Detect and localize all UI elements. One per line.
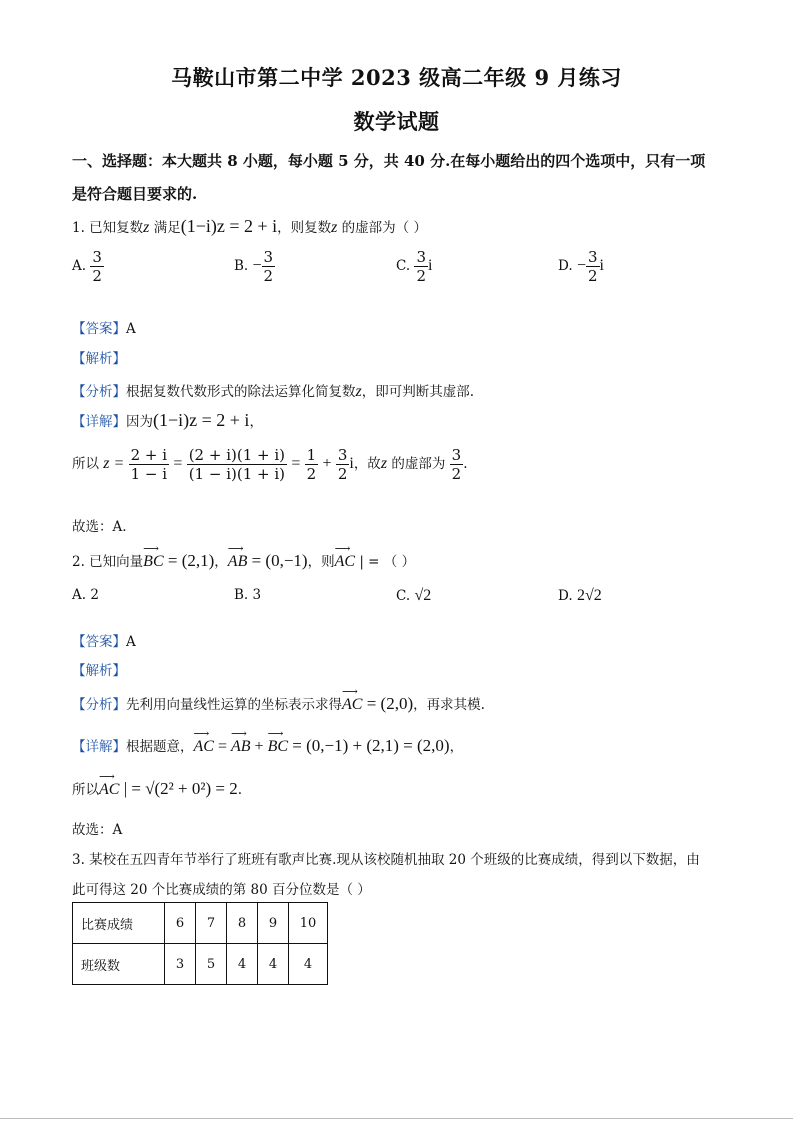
option-value: 3 xyxy=(252,587,262,603)
q2-option-d xyxy=(558,587,602,605)
numerator: 3 xyxy=(451,446,462,464)
table-cell: 3 xyxy=(165,944,196,985)
q2-answer xyxy=(72,630,136,650)
fraction xyxy=(129,446,169,483)
q2-analysis-label xyxy=(72,659,126,679)
fenxi-label: 【分析】 xyxy=(72,697,126,713)
var-z: z xyxy=(355,383,362,400)
fraction xyxy=(262,248,276,285)
q2-text-a: 2. 已知向量 xyxy=(72,554,144,570)
q1-choice: 故选：A. xyxy=(72,519,127,535)
q1-option-b xyxy=(234,248,275,285)
table-row xyxy=(73,903,328,944)
vector-bc: ⟶ BC xyxy=(268,738,288,756)
table-header-score: 比赛成绩 xyxy=(73,903,165,944)
q1-equation: (1−i)z = 2 + i xyxy=(180,216,278,236)
page-title: 马鞍山市第二中学 2023 级高二年级 9 月练习 xyxy=(171,65,622,90)
denominator: 2 xyxy=(416,267,426,285)
vector-ac: ⟶ AC xyxy=(194,738,214,756)
fraction xyxy=(90,248,104,285)
vector-ab: ⟶ AB xyxy=(231,738,251,756)
detail-equation: (1−i)z = 2 + i xyxy=(153,410,250,430)
numerator: 2 + i xyxy=(130,446,168,464)
denominator: 2 xyxy=(337,465,348,483)
option-label: D. xyxy=(558,588,573,604)
detail-equation: = (0,−1) + (2,1) = (2,0) xyxy=(288,736,450,755)
fenxi-eq: = (2,0) xyxy=(362,694,414,713)
option-label: B. xyxy=(234,587,249,603)
question-3-line1: 3. 某校在五四青年节举行了班班有歌声比赛.现从该校随机抽取 20 个班级的比赛成绩，得到以下数据，由 xyxy=(72,852,700,868)
table-cell: 8 xyxy=(227,903,258,944)
fraction xyxy=(586,248,600,285)
vector-ac: ⟶ AC xyxy=(335,553,355,571)
fraction xyxy=(187,446,287,483)
answer-value: A xyxy=(126,321,136,337)
so-text: 所以 xyxy=(72,782,99,798)
imag-unit: i xyxy=(599,257,604,274)
table-cell: 4 xyxy=(289,944,328,985)
q1-analysis-label xyxy=(72,347,126,367)
sign: − xyxy=(252,257,262,274)
equals: = xyxy=(291,455,301,472)
q1-text-c: ，则复数 xyxy=(277,220,332,236)
fraction xyxy=(450,446,464,483)
analysis-label: 【解析】 xyxy=(72,351,126,367)
q2-detail: 【详解】根据题意，⟶ AC = ⟶ AB + ⟶ BC = (0,−1) + (2,1) = (2,0)， xyxy=(72,735,463,756)
equals: = xyxy=(173,455,183,472)
question-1-stem xyxy=(72,216,427,237)
option-label: A. xyxy=(72,587,87,603)
period: . xyxy=(463,456,468,472)
numerator: 1 xyxy=(306,446,317,464)
eq-bc: = (2,1) xyxy=(163,551,215,570)
fenxi-tail: ，再求其模. xyxy=(413,697,485,713)
option-value: 2 xyxy=(90,587,99,603)
fraction xyxy=(305,446,319,483)
sign: − xyxy=(576,257,586,274)
table-cell: 9 xyxy=(258,903,289,944)
section-heading-line1: 一、选择题：本大题共 8 小题，每小题 5 分，共 40 分.在每小题给出的四个选项中，只有一项 xyxy=(72,152,706,170)
answer-label: 【答案】 xyxy=(72,634,126,650)
numerator: 3 xyxy=(92,248,102,266)
table-cell: 10 xyxy=(289,903,328,944)
numerator: 3 xyxy=(263,248,274,266)
detail-comma: ， xyxy=(249,414,263,430)
table-cell: 4 xyxy=(258,944,289,985)
period: . xyxy=(237,782,243,798)
denominator: 2 xyxy=(92,267,102,285)
detail-label: 【详解】 xyxy=(72,414,126,430)
option-label: B. xyxy=(234,258,249,274)
detail-text: 因为 xyxy=(126,414,153,430)
denominator: 2 xyxy=(263,267,274,285)
plus: + xyxy=(322,455,332,472)
fraction xyxy=(336,446,350,483)
result-equation: | = √(2² + 0²) = 2 xyxy=(119,779,238,798)
table-header-count: 班级数 xyxy=(73,944,165,985)
q2-option-a xyxy=(72,587,99,603)
fraction xyxy=(414,248,428,285)
q2-option-c xyxy=(396,587,431,605)
table-cell: 5 xyxy=(196,944,227,985)
so-text: 所以 xyxy=(72,456,99,472)
analysis-label: 【解析】 xyxy=(72,663,126,679)
q2-choice: 故选：A xyxy=(72,822,123,838)
fenxi-text: 先利用向量线性运算的坐标表示求得 xyxy=(126,697,342,713)
var-z: z xyxy=(380,455,388,472)
answer-value: A xyxy=(126,634,136,650)
q1-detail xyxy=(72,410,263,431)
section-heading-line2: 是符合题目要求的. xyxy=(72,185,198,203)
q1-option-d xyxy=(558,248,604,285)
q1-text-d: 的虚部为（ ） xyxy=(337,220,427,236)
numerator: 3 xyxy=(416,248,426,266)
score-table xyxy=(72,902,328,985)
option-label: D. xyxy=(558,258,573,274)
so-text-c: 的虚部为 xyxy=(387,456,446,472)
q1-solution xyxy=(72,446,467,483)
numerator: (2 + i)(1 + i) xyxy=(188,446,286,464)
q1-answer xyxy=(72,317,136,337)
detail-text: 根据题意， xyxy=(126,739,194,755)
q2-then: ，则 xyxy=(307,554,335,570)
q2-option-b xyxy=(234,587,261,603)
vector-ac: ⟶ AC xyxy=(342,696,362,714)
q1-text-b: 满足 xyxy=(149,220,181,236)
q1-var: z xyxy=(143,219,150,236)
imag-unit: i xyxy=(349,455,354,472)
denominator: (1 − i)(1 + i) xyxy=(188,465,286,483)
eq-ab: = (0,−1) xyxy=(247,551,308,570)
numerator: 3 xyxy=(337,446,348,464)
q2-fenxi xyxy=(72,693,485,714)
question-2-stem xyxy=(72,550,415,571)
option-value: √2 xyxy=(414,587,432,604)
vector-ac: ⟶ AC xyxy=(99,781,119,799)
numerator: 3 xyxy=(587,248,598,266)
fenxi-text: 根据复数代数形式的除法运算化简复数 xyxy=(126,384,356,400)
table-cell: 6 xyxy=(165,903,196,944)
option-label: C. xyxy=(396,258,411,274)
so-text-b: ，故 xyxy=(353,456,381,472)
detail-label: 【详解】 xyxy=(72,739,126,755)
page-subtitle: 数学试题 xyxy=(353,109,440,134)
q1-option-c xyxy=(396,248,432,285)
page-bottom-divider xyxy=(0,1118,793,1119)
q1-fenxi xyxy=(72,380,474,401)
vector-ab: ⟶ AB xyxy=(228,553,248,571)
comma: ， xyxy=(214,554,228,570)
q1-text-a: 1. 已知复数 xyxy=(72,220,144,236)
answer-label: 【答案】 xyxy=(72,321,126,337)
denominator: 2 xyxy=(306,465,317,483)
denominator: 2 xyxy=(587,267,598,285)
table-row xyxy=(73,944,328,985)
q2-result xyxy=(72,778,242,799)
q1-option-a xyxy=(72,248,104,285)
option-label: C. xyxy=(396,588,411,604)
table-cell: 4 xyxy=(227,944,258,985)
vector-bc: ⟶ BC xyxy=(143,553,163,571)
denominator: 2 xyxy=(451,465,462,483)
question-3-line2: 此可得这 20 个比赛成绩的第 80 百分位数是（ ） xyxy=(72,882,371,898)
denominator: 1 − i xyxy=(130,465,168,483)
option-value: 2√2 xyxy=(576,587,602,604)
table-cell: 7 xyxy=(196,903,227,944)
imag-unit: i xyxy=(427,257,433,274)
eq-z: z = xyxy=(103,455,125,472)
option-label: A. xyxy=(72,258,87,274)
fenxi-label: 【分析】 xyxy=(72,384,126,400)
q2-tail: | = （ ） xyxy=(355,554,416,570)
detail-comma: ， xyxy=(449,739,464,755)
fenxi-tail: ，即可判断其虚部. xyxy=(361,384,475,400)
q1-var-2: z xyxy=(331,219,338,236)
